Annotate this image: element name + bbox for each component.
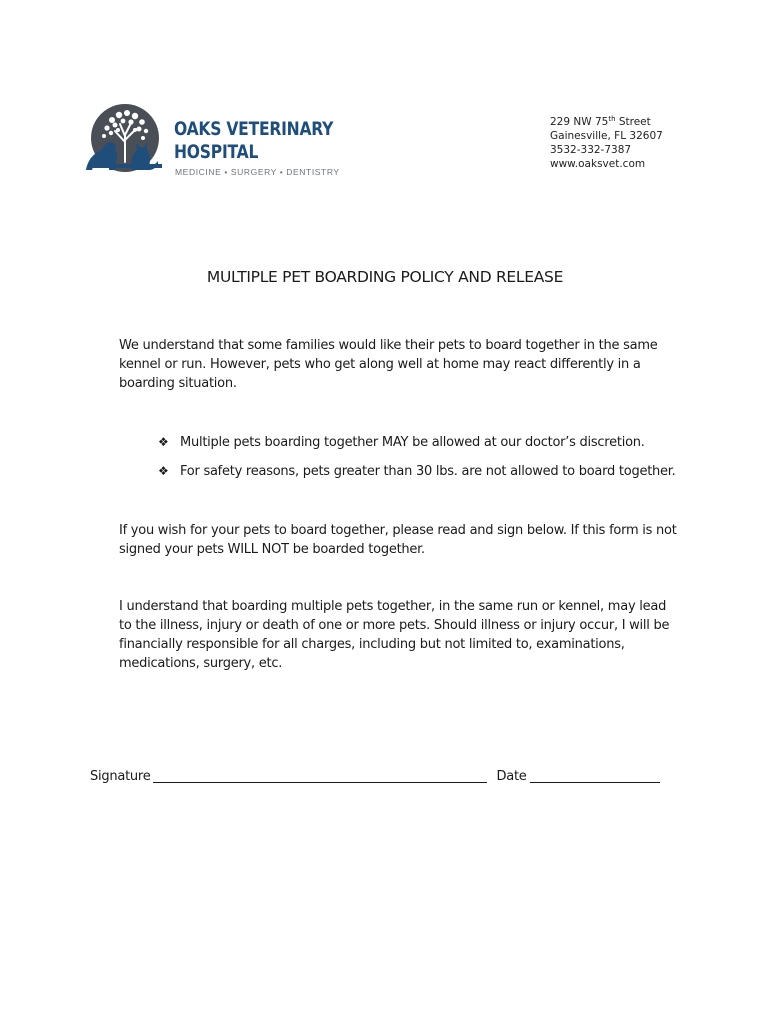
- diamond-bullet-icon: ❖: [158, 464, 169, 478]
- hospital-name-line2: HOSPITAL: [174, 141, 259, 163]
- street-suffix: th: [608, 115, 616, 123]
- signature-label: Signature: [90, 769, 151, 784]
- policy-bullet-text: Multiple pets boarding together MAY be allowed at our doctor’s discretion.: [180, 435, 645, 450]
- street-name: Street: [615, 116, 651, 128]
- instruction-paragraph: If you wish for your pets to board together, please read and sign below. If this form is not signed your pets WILL NOT be boarded together.: [119, 523, 677, 557]
- document-title: MULTIPLE PET BOARDING POLICY AND RELEASE: [206, 268, 564, 286]
- address-block: [550, 115, 663, 171]
- diamond-bullet-icon: ❖: [158, 435, 169, 449]
- hospital-name: [174, 118, 333, 164]
- city-state-zip: Gainesville, FL 32607: [550, 130, 663, 142]
- date-label: Date: [496, 769, 527, 784]
- intro-paragraph: We understand that some families would like their pets to board together in the same kennel or run. However, pets who get along well at home may react differently in a boarding situation.: [119, 338, 658, 391]
- phone-number: 3532-332-7387: [550, 144, 632, 156]
- street-number: 229 NW 75: [550, 116, 609, 128]
- tree-with-dog-and-cat-icon: [82, 98, 168, 182]
- signature-row: [90, 768, 660, 784]
- hospital-tagline: MEDICINE • SURGERY • DENTISTRY: [175, 167, 340, 177]
- date-field[interactable]: [530, 768, 660, 783]
- hospital-name-line1: OAKS VETERINARY: [174, 118, 334, 140]
- signature-field[interactable]: [153, 768, 487, 783]
- agreement-paragraph: I understand that boarding multiple pets together, in the same run or kennel, may lead to the illness, injury or death of one or more pets. Should illness or injury occur, I will be financially responsible for all charges, including but not limited to, examinations, medications, surgery, etc.: [119, 599, 670, 671]
- website: www.oaksvet.com: [550, 158, 646, 170]
- policy-bullet: [158, 428, 718, 457]
- policy-bullet-list: [158, 428, 718, 486]
- street-address: [550, 115, 663, 129]
- policy-bullet: [158, 457, 718, 486]
- hospital-logo: [82, 98, 342, 182]
- policy-bullet-text: For safety reasons, pets greater than 30 lbs. are not allowed to board together.: [180, 464, 676, 479]
